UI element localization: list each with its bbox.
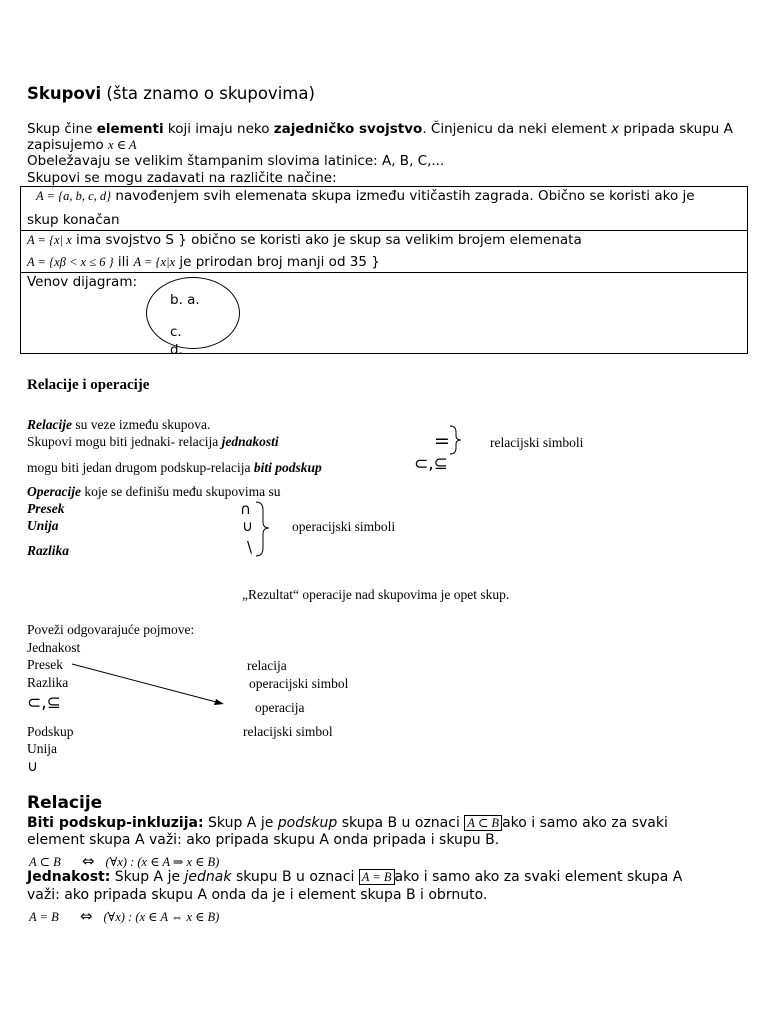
- match-heading: Poveži odgovarajuće pojmove:: [27, 622, 195, 637]
- math-expression: A = {a, b, c, d}: [36, 189, 112, 203]
- relations-line-2: [27, 434, 279, 450]
- math-expression: A ⊂ B: [29, 855, 61, 869]
- boxed-notation: A ⊂ B: [464, 815, 502, 831]
- match-left-item: ⊂,⊆: [27, 693, 61, 713]
- text-italic: x: [611, 121, 620, 137]
- text: koji imaju neko: [163, 121, 274, 137]
- text-bold-italic: jednakosti: [221, 434, 279, 449]
- equality-definition-line-1: [27, 869, 682, 885]
- venn-label: Venov dijagram:: [27, 274, 138, 290]
- section-heading: Relacije i operacije: [27, 377, 150, 393]
- text: mogu biti jedan drugom podskup-relacija: [27, 460, 254, 475]
- text-bold-italic: Operacije: [27, 484, 81, 499]
- text: ako i samo ako za svaki: [502, 815, 668, 831]
- boxed-notation: A = B: [359, 869, 395, 885]
- subset-definition-line-2: element skupa A važi: ako pripada skupu A onda pripada i skupu B.: [27, 832, 500, 848]
- relations-line-1: [27, 417, 210, 433]
- match-left-item: Podskup: [27, 724, 74, 739]
- intro-line-4: Skupovi se mogu zadavati na različite načine:: [27, 170, 337, 186]
- match-right-item: relacija: [247, 658, 287, 673]
- difference-symbol: \: [247, 538, 253, 556]
- table-row-1-cont: skup konačan: [27, 212, 120, 228]
- iff-symbol: ⇔: [79, 907, 93, 925]
- text: Skup čine: [27, 121, 97, 137]
- math-expression: x ∈ A: [108, 138, 137, 152]
- text: pripada skupu A: [619, 121, 733, 137]
- math-expression: A = {xβ < x ≤ 6 }: [27, 255, 114, 269]
- table-divider: [20, 272, 748, 273]
- table-row-1: [36, 188, 695, 204]
- text-bold: Biti podskup-inkluzija:: [27, 815, 204, 831]
- text: navođenjem svih elemenata skupa između vitičastih zagrada. Obično se koristi ako je: [111, 188, 695, 204]
- match-left-item: Unija: [27, 741, 57, 756]
- iff-symbol: ⇔: [81, 852, 95, 870]
- methods-table: [20, 186, 748, 354]
- match-left-item: Jednakost: [27, 640, 81, 655]
- match-left-item: Razlika: [27, 675, 69, 690]
- venn-elements-2: c.: [170, 324, 182, 340]
- equals-symbol: =: [434, 430, 450, 452]
- op-razlika: Razlika: [27, 543, 70, 558]
- table-divider: [20, 230, 748, 231]
- right-brace-icon: [448, 424, 464, 456]
- venn-elements-3: d.: [170, 342, 183, 353]
- text: zapisujemo: [27, 137, 109, 153]
- op-presek: Presek: [27, 501, 65, 516]
- math-expression: A = B: [29, 910, 59, 924]
- text: su veze između skupova.: [71, 417, 211, 432]
- venn-circle: [146, 277, 240, 349]
- table-row-2: [27, 232, 582, 248]
- text-bold-italic: Relacije: [27, 417, 72, 432]
- table-row-2b: [27, 254, 380, 270]
- intro-line-2: [27, 137, 137, 153]
- text-bold: elementi: [96, 121, 164, 137]
- match-left-item: ∪: [27, 757, 38, 775]
- text: skupu B u oznaci: [231, 869, 359, 885]
- text: Skup A je: [203, 815, 278, 831]
- text-bold: zajedničko svojstvo: [273, 121, 423, 137]
- text: Skup A je: [110, 869, 185, 885]
- equality-formula: [29, 906, 219, 925]
- equality-definition-line-2: važi: ako pripada skupu A onda da je i element skupa B i obrnuto.: [27, 887, 488, 903]
- text: koje se definišu među skupovima su: [80, 484, 281, 499]
- subset-symbols: ⊂,⊆: [414, 454, 448, 474]
- text: ako i samo ako za svaki element skupa A: [394, 869, 683, 885]
- relation-symbols-label: relacijski simboli: [490, 435, 584, 450]
- text: skupa B u oznaci: [337, 815, 465, 831]
- intersection-symbol: ∩: [240, 500, 251, 518]
- intro-line-3: Obeležavaju se velikim štampanim slovima latinice: A, B, C,...: [27, 153, 445, 169]
- text-bold: Jednakost:: [27, 869, 111, 885]
- text-italic: podskup: [277, 815, 338, 831]
- op-unija: Unija: [27, 518, 59, 533]
- text-italic: jednak: [184, 869, 232, 885]
- title-main: Skupovi: [27, 84, 102, 103]
- text: ima svojstvo S } obično se koristi ako je skup sa velikim brojem elemenata: [71, 232, 582, 248]
- math-expression: A = {x| x: [27, 233, 72, 247]
- text: . Činjenicu da neki element: [422, 121, 612, 137]
- right-brace-icon: [254, 500, 272, 558]
- intro-line-1: [27, 121, 733, 137]
- subset-definition-line-1: [27, 815, 668, 831]
- match-right-item: operacija: [255, 700, 305, 715]
- match-left-item: Presek: [27, 657, 63, 672]
- operation-symbols-label: operacijski simboli: [292, 519, 396, 534]
- text: je prirodan broj manji od 35 }: [175, 254, 380, 270]
- match-arrow-icon: [70, 660, 230, 710]
- text: Skupovi mogu biti jednaki- relacija: [27, 434, 222, 449]
- match-right-item: relacijski simbol: [243, 724, 333, 739]
- title-sub: (šta znamo o skupovima): [106, 84, 315, 103]
- page-title: [27, 84, 315, 103]
- union-symbol: ∪: [242, 517, 253, 535]
- text: ili: [113, 254, 134, 270]
- relations-line-3: [27, 460, 322, 476]
- subset-formula: [29, 851, 219, 870]
- math-expression: (∀x) : (x ∈ A ⇒ x ∈ B): [105, 855, 220, 869]
- match-right-item: operacijski simbol: [249, 676, 349, 691]
- relations-line-4: [27, 484, 280, 500]
- section-heading-relacije: Relacije: [27, 793, 103, 813]
- text-bold-italic: biti podskup: [253, 460, 322, 475]
- venn-elements-1: b. a.: [170, 292, 200, 308]
- math-expression: (∀x) : (x ∈ A ⇔ x ∈ B): [103, 910, 220, 924]
- result-note: „Rezultat“ operacije nad skupovima je opet skup.: [242, 587, 510, 602]
- math-expression: A = {x|x: [133, 255, 176, 269]
